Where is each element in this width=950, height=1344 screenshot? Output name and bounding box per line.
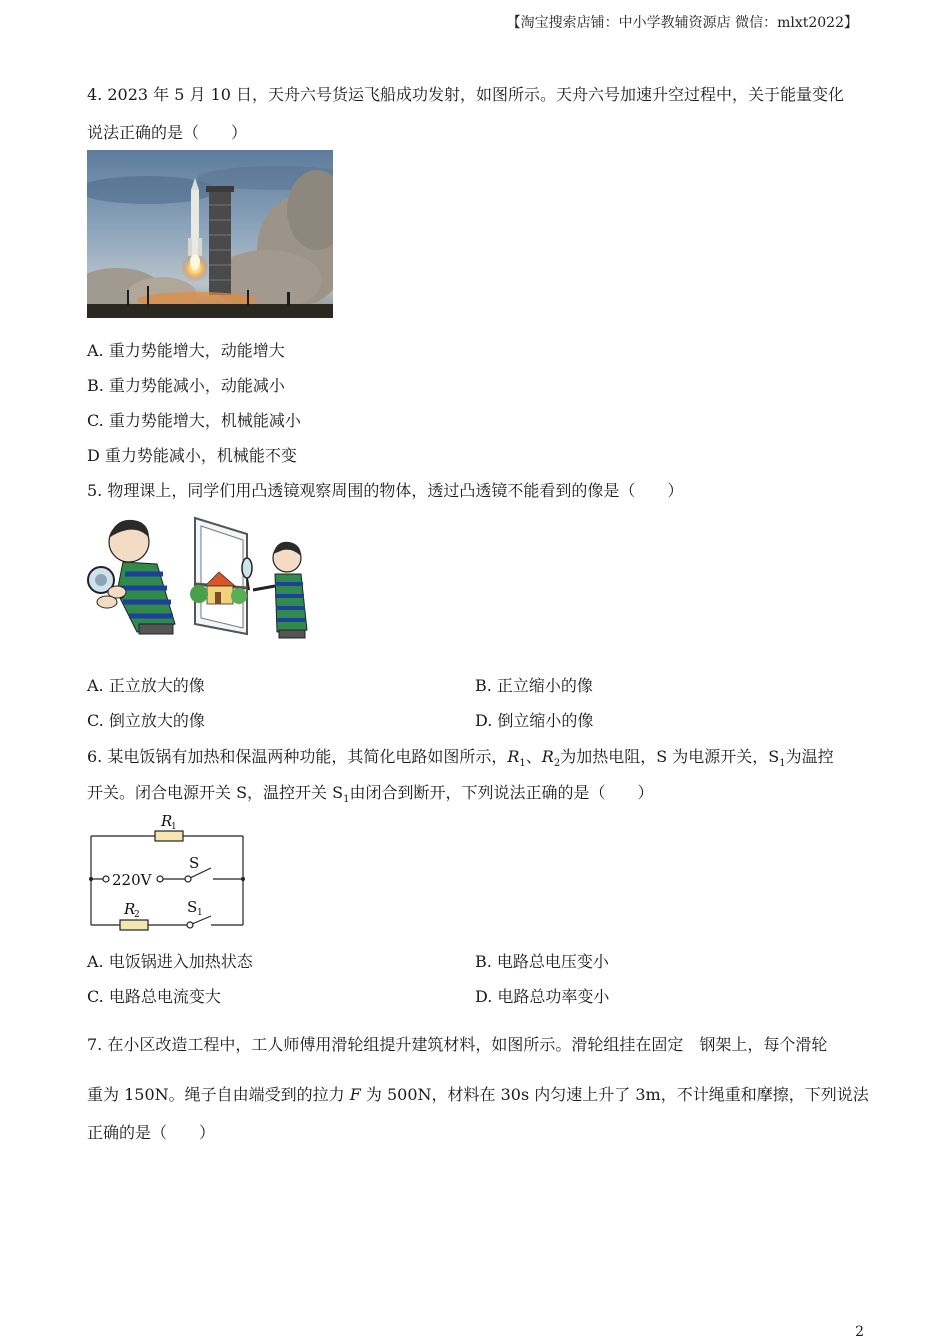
q6-separator: 、 — [525, 747, 542, 766]
q6-stem-text-2: 为加热电阻，S 为电源开关，S — [560, 747, 780, 766]
q5-stem: 5. 物理课上，同学们用凸透镜观察周围的物体，透过凸透镜不能看到的像是（ ） — [87, 481, 684, 500]
page-header: 【淘宝搜索店铺：中小学教辅资源店 微信：mlxt2022】 — [506, 15, 858, 31]
left-boy-figure — [88, 520, 175, 634]
right-boy-figure — [242, 542, 307, 638]
q7-stem-text-2: 为 500N，材料在 30s 内匀速上升了 3m，不计绳重和摩擦，下列说法 — [360, 1085, 869, 1104]
circuit-diagram — [87, 810, 252, 935]
q6-option-c: C. 电路总电流变大 — [87, 987, 221, 1006]
force-symbol: F — [349, 1085, 361, 1104]
switch-s1-label-sub: 1 — [197, 908, 203, 918]
boys-with-magnifier-image — [87, 512, 315, 640]
rocket-launch-image — [87, 150, 333, 318]
r1-label-sub: 1 — [171, 822, 177, 832]
q6-stem-text-5: 由闭合到断开，下列说法正确的是（ ） — [349, 783, 654, 802]
page-number: 2 — [855, 1324, 864, 1340]
q4-option-a: A. 重力势能增大，动能增大 — [87, 341, 285, 360]
q5-option-d: D. 倒立缩小的像 — [475, 711, 594, 730]
q4-option-b: B. 重力势能减小，动能减小 — [87, 376, 285, 395]
q7-stem-text-1: 重为 150N。绳子自由端受到的拉力 — [87, 1085, 350, 1104]
q5-option-a: A. 正立放大的像 — [87, 676, 205, 695]
s1-subscript-2: 1 — [343, 794, 350, 806]
q6-stem-text-3: 为温控 — [785, 747, 834, 766]
q7-stem-line2 — [87, 1082, 869, 1105]
r2-label: R — [124, 900, 136, 918]
circuit-svg — [87, 810, 252, 935]
r1-label: R — [161, 812, 173, 830]
switch-s-label: S — [189, 854, 200, 872]
r2-label-sub: 2 — [134, 910, 140, 920]
q7-stem-line3: 正确的是（ ） — [87, 1123, 216, 1142]
q6-option-b: B. 电路总电压变小 — [475, 952, 609, 971]
q4-option-c: C. 重力势能增大，机械能减小 — [87, 411, 301, 430]
window-frame — [190, 518, 247, 634]
q6-stem-line2 — [87, 780, 654, 805]
r1-symbol: R — [507, 747, 520, 766]
q6-stem-text-4: 开关。闭合电源开关 S，温控开关 S — [87, 783, 344, 802]
r2-symbol: R — [541, 747, 554, 766]
q5-option-b: B. 正立缩小的像 — [475, 676, 593, 695]
r1-subscript: 1 — [519, 758, 526, 770]
q6-stem-line1 — [87, 744, 834, 769]
s1-subscript: 1 — [779, 758, 786, 770]
q6-option-a: A. 电饭锅进入加热状态 — [87, 952, 253, 971]
rocket-launch-photo — [87, 150, 333, 318]
lens-observation-illustration — [87, 512, 315, 640]
q5-option-c: C. 倒立放大的像 — [87, 711, 205, 730]
q4-stem-line2: 说法正确的是（ ） — [87, 123, 248, 142]
q4-option-d: D 重力势能减小，机械能不变 — [87, 446, 297, 465]
switch-s1-label: S — [187, 898, 198, 916]
q4-stem-line1: 4. 2023 年 5 月 10 日，天舟六号货运飞船成功发射，如图所示。天舟六号加速升空过程中，关于能量变化 — [87, 85, 845, 104]
q7-stem-line1: 7. 在小区改造工程中，工人师傅用滑轮组提升建筑材料，如图所示。滑轮组挂在固定 钢架上，每个滑轮 — [87, 1035, 828, 1054]
q6-option-d: D. 电路总功率变小 — [475, 987, 610, 1006]
r2-subscript: 2 — [553, 758, 561, 770]
voltage-label: 220V — [112, 871, 152, 889]
q6-stem-text-1: 6. 某电饭锅有加热和保温两种功能，其简化电路如图所示， — [87, 747, 508, 766]
